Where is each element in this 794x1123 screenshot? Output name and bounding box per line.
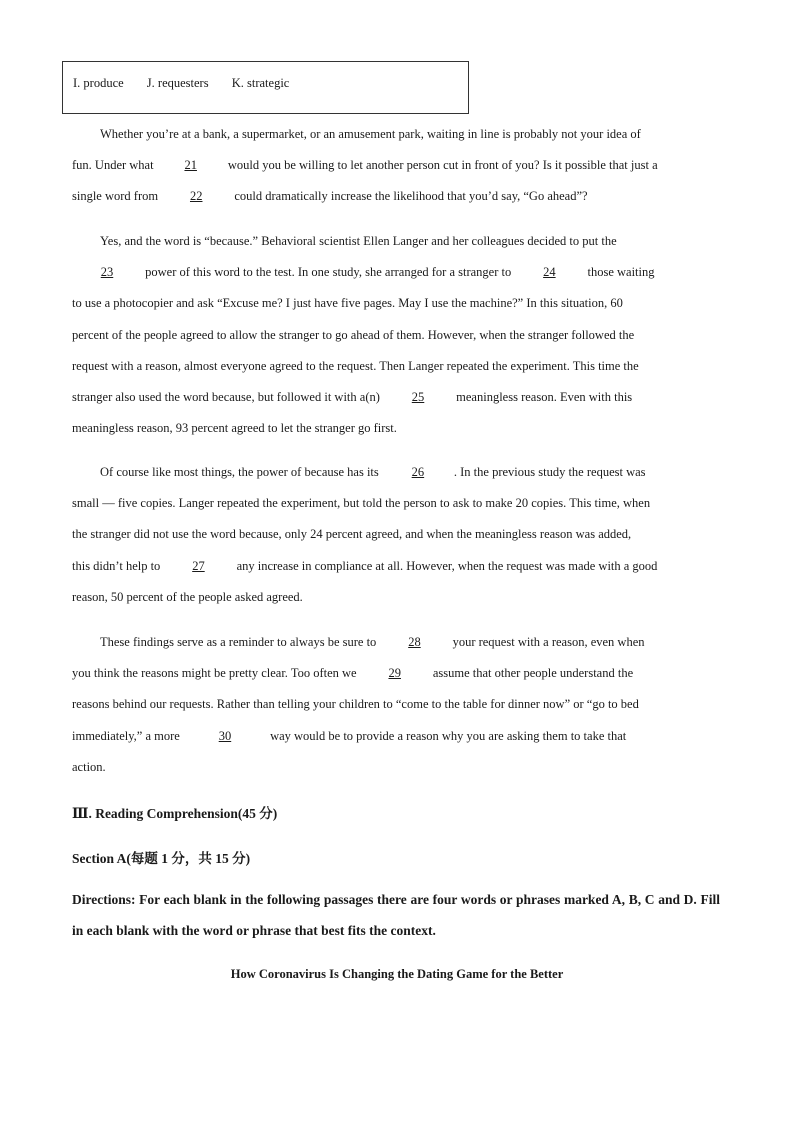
text-span: stranger also used the word because, but followed it with a(n) bbox=[72, 389, 384, 404]
text-span: request with a reason, almost everyone agreed to the request. Then Langer repeated the experiment. This time the bbox=[72, 358, 639, 373]
blank-24[interactable]: 24 bbox=[543, 265, 556, 280]
text-line bbox=[72, 495, 724, 526]
text-line bbox=[72, 526, 724, 557]
word-option-i: I. produce bbox=[73, 76, 124, 90]
text-line bbox=[72, 295, 724, 326]
text-line bbox=[72, 665, 724, 696]
text-span: action. bbox=[72, 759, 106, 774]
blank-28[interactable]: 28 bbox=[408, 635, 421, 649]
section-a-heading: Section A(每题 1 分，共 15 分) bbox=[72, 851, 251, 866]
text-line bbox=[72, 358, 724, 389]
text-span: assume that other people understand the bbox=[429, 666, 634, 681]
word-option-k: K. strategic bbox=[231, 76, 290, 90]
text-span: you think the reasons might be pretty clear. Too often we bbox=[72, 666, 360, 681]
text-span: power of this word to the test. In one study, she arranged for a stranger to bbox=[142, 265, 515, 280]
text-span: percent of the people agreed to allow the stranger to go ahead of them. However, when the stranger followed the bbox=[72, 327, 635, 342]
text-line bbox=[72, 589, 724, 620]
text-span: meaningless reason. Even with this bbox=[453, 389, 633, 404]
text-span: small — five copies. Langer repeated the experiment, but told the person to ask to make 20 copies. This time, when bbox=[72, 496, 651, 511]
text-line bbox=[72, 327, 724, 358]
blank-22[interactable]: 22 bbox=[189, 189, 203, 204]
text-span: those waiting bbox=[584, 265, 655, 280]
word-option-j: J. requesters bbox=[146, 76, 209, 90]
text-span: meaningless reason, 93 percent agreed to let the stranger go first. bbox=[72, 421, 397, 436]
text-span: fun. Under what bbox=[72, 158, 157, 173]
text-span: your request with a reason, even when bbox=[449, 635, 645, 649]
blank-23[interactable]: 23 bbox=[100, 265, 114, 280]
blank-30[interactable]: 30 bbox=[218, 728, 232, 743]
text-span: would you be willing to let another person cut in front of you? Is it possible that just a bbox=[224, 158, 658, 173]
paragraph-2 bbox=[72, 233, 724, 451]
text-line bbox=[72, 558, 724, 589]
text-line bbox=[72, 188, 724, 219]
blank-27[interactable]: 27 bbox=[192, 558, 205, 573]
text-line bbox=[72, 759, 724, 790]
directions-text: Directions: For each blank in the following passages there are four words or phrases marked A, B, C and D. Fill in each blank with the word or phrase that best fits the context. bbox=[72, 892, 720, 938]
text-line bbox=[72, 233, 724, 264]
passage-title: How Coronavirus Is Changing the Dating Game for the Better bbox=[230, 967, 564, 981]
text-line bbox=[72, 728, 724, 759]
text-line bbox=[72, 696, 724, 727]
text-span: any increase in compliance at all. However, when the request was made with a good bbox=[233, 558, 658, 573]
paragraph-3 bbox=[72, 464, 724, 620]
blank-29[interactable]: 29 bbox=[388, 666, 401, 681]
text-line bbox=[72, 464, 724, 495]
text-span: reason, 50 percent of the people asked agreed. bbox=[72, 589, 303, 604]
blank-21[interactable]: 21 bbox=[184, 158, 197, 173]
text-line bbox=[72, 389, 724, 420]
text-line bbox=[72, 264, 724, 295]
paragraph-1 bbox=[72, 126, 724, 220]
blank-26[interactable]: 26 bbox=[411, 465, 425, 479]
text-span: immediately,” a more bbox=[72, 728, 183, 743]
text-span: could dramatically increase the likelihood that you’d say, “Go ahead”? bbox=[231, 189, 588, 204]
text-span: the stranger did not use the word because, only 24 percent agreed, and when the meaningless reason was added, bbox=[72, 527, 632, 542]
text-span: single word from bbox=[72, 189, 162, 204]
text-span: way would be to provide a reason why you are asking them to take that bbox=[266, 728, 627, 743]
word-bank-box bbox=[62, 61, 469, 114]
text-span: Yes, and the word is “because.” Behavioral scientist Ellen Langer and her colleagues decided to put the bbox=[100, 234, 617, 248]
blank-25[interactable]: 25 bbox=[411, 389, 425, 404]
text-line bbox=[72, 157, 724, 188]
text-span: this didn’t help to bbox=[72, 558, 164, 573]
text-line bbox=[72, 126, 724, 157]
text-line bbox=[72, 420, 724, 451]
text-span: reasons behind our requests. Rather than telling your children to “come to the table for dinner now” or “go to bed bbox=[72, 697, 639, 712]
section-heading: Ⅲ. Reading Comprehension(45 分) bbox=[72, 806, 278, 821]
text-span: Of course like most things, the power of because has its bbox=[100, 465, 382, 479]
text-span: to use a photocopier and ask “Excuse me? I just have five pages. May I use the machine?” In this situation, 60 bbox=[72, 296, 623, 311]
text-span: . In the previous study the request was bbox=[453, 465, 646, 479]
text-line bbox=[72, 634, 724, 665]
text-span: Whether you’re at a bank, a supermarket, or an amusement park, waiting in line is probably not your idea of bbox=[100, 127, 641, 141]
text-span: These findings serve as a reminder to always be sure to bbox=[100, 635, 380, 649]
paragraph-4 bbox=[72, 634, 724, 790]
